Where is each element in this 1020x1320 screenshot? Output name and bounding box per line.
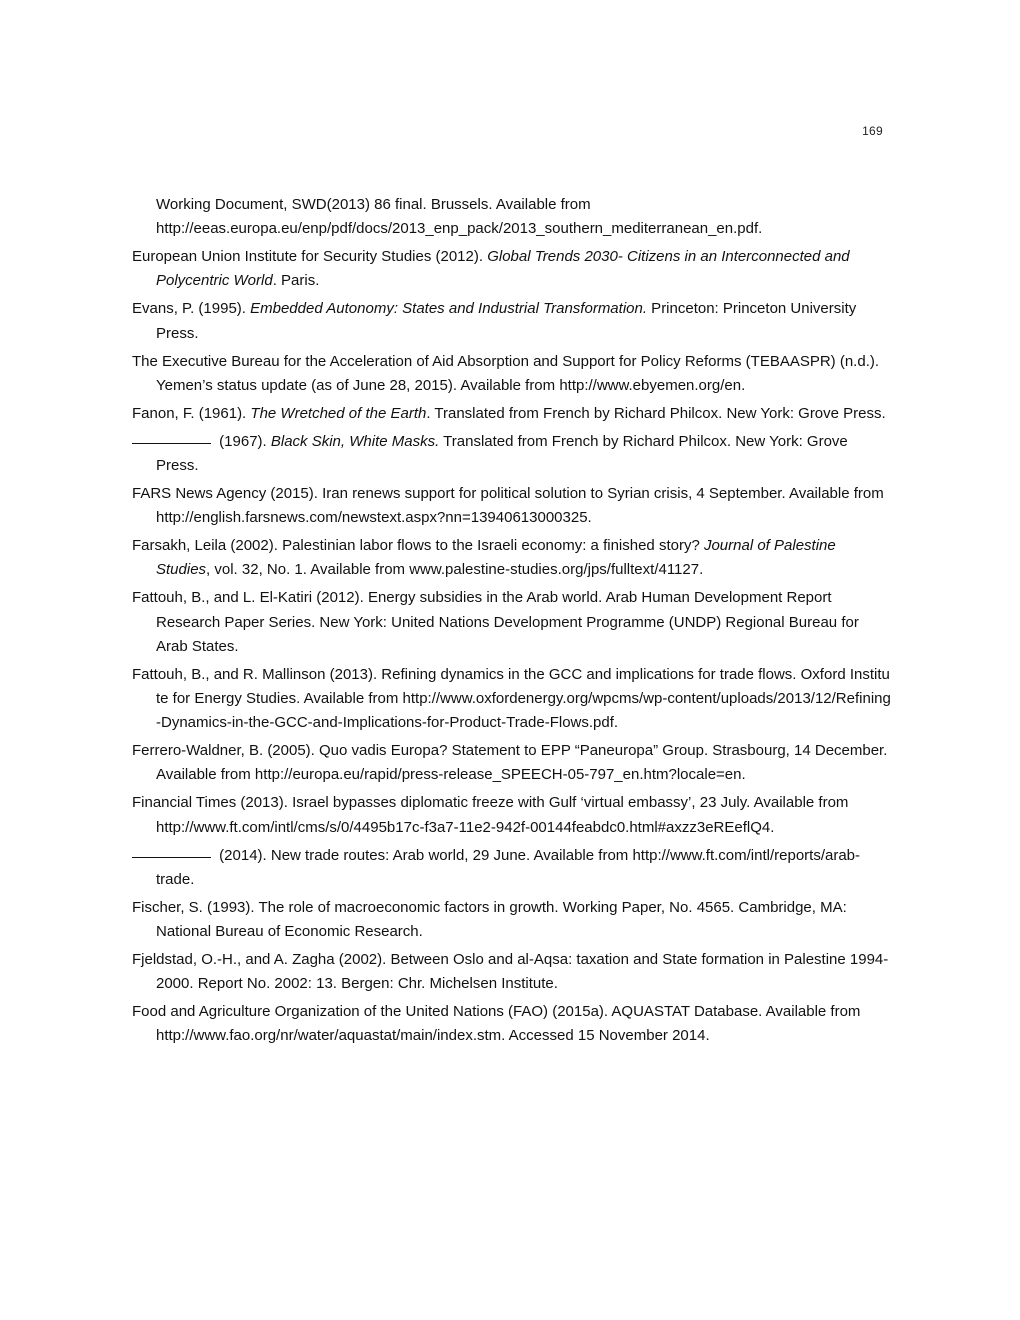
reference-title: Black Skin, White Masks. — [270, 432, 440, 450]
same-author-dash — [132, 857, 211, 858]
reference-title: Global Trends 2030- Citizens in an Interconnected and Polycentric World — [156, 248, 850, 290]
reference-entry — [132, 297, 892, 345]
reference-entry — [132, 1000, 892, 1048]
reference-text: Evans, P. (1995). — [132, 300, 251, 318]
reference-text: Fanon, F. (1961). — [132, 404, 251, 422]
reference-entry — [132, 245, 892, 293]
reference-text: Food and Agriculture Organization of the United Nations (FAO) (2015a). AQUASTAT Database. Available from http://www.fao.org/nr/water/aquastat/main/index.stm. Accessed 15 November 2014. — [132, 1003, 861, 1045]
reference-text: . Paris. — [272, 272, 320, 290]
reference-entry — [132, 844, 892, 892]
reference-entry — [132, 534, 892, 582]
reference-text: , vol. 32, No. 1. Available from www.palestine-studies.org/jps/fulltext/41127. — [206, 561, 704, 579]
reference-list — [132, 193, 892, 1052]
reference-entry — [132, 430, 892, 478]
reference-entry — [132, 739, 892, 787]
reference-entry — [132, 350, 892, 398]
reference-text: Fischer, S. (1993). The role of macroeconomic factors in growth. Working Paper, No. 4565. Cambridge, MA: National Bureau of Economic Research. — [132, 898, 847, 941]
reference-entry — [132, 482, 892, 530]
reference-text: (2014). New trade routes: Arab world, 29 June. Available from http://www.ft.com/intl/reports/arab-trade. — [156, 846, 861, 888]
reference-entry — [132, 948, 892, 996]
reference-text: Farsakh, Leila (2002). Palestinian labor flows to the Israeli economy: a finished story? — [132, 537, 704, 555]
reference-text: . Translated from French by Richard Philcox. New York: Grove Press. — [426, 404, 886, 422]
reference-text: Ferrero-Waldner, B. (2005). Quo vadis Europa? Statement to EPP “Paneuropa” Group. Strasbourg, 14 December. Available from http://europa.eu/rapid/press-release_SPEECH-05-797_en.htm?locale=en. — [132, 742, 888, 784]
reference-text: Fattouh, B., and L. El-Katiri (2012). Energy subsidies in the Arab world. Arab Human Development Report Research Paper Series. New York: United Nations Development Programme (UNDP) Regional Bureau for Arab States. — [132, 589, 859, 655]
reference-entry — [132, 402, 892, 426]
reference-text: Fattouh, B., and R. Mallinson (2013). Refining dynamics in the GCC and implications for trade flows. Oxford Institute for Energy Studies. Available from http://www.oxfordenergy.org/wpcms/wp-content/uploads/2013/12/Refining-Dynamics-in-the-GCC-and-Implications-for-Product-Trade-Flows.pdf. — [132, 665, 891, 732]
reference-text: (1967). — [215, 432, 271, 450]
reference-title: Embedded Autonomy: States and Industrial Transformation. — [250, 300, 648, 318]
reference-text: The Executive Bureau for the Acceleration of Aid Absorption and Support for Policy Reforms (TEBAASPR) (n.d.). Yemen’s status update (as of June 28, 2015). Available from http://www.ebyemen.org/en. — [132, 352, 880, 394]
page-number: 169 — [862, 124, 883, 138]
reference-text: European Union Institute for Security Studies (2012). — [132, 248, 488, 266]
reference-text: Translated from French by Richard Philcox. New York: Grove Press. — [156, 432, 848, 475]
reference-entry — [132, 193, 892, 241]
same-author-dash — [132, 443, 211, 444]
reference-title: The Wretched of the Earth — [250, 404, 427, 422]
reference-text: Working Document, SWD(2013) 86 final. Brussels. Available from http://eeas.europa.eu/enp/pdf/docs/2013_enp_pack/2013_southern_mediterranean_en.pdf. — [156, 196, 763, 238]
reference-text: Princeton: Princeton University Press. — [156, 300, 857, 342]
reference-entry — [132, 663, 892, 736]
reference-text: FARS News Agency (2015). Iran renews support for political solution to Syrian crisis, 4 September. Available from http://english.farsnews.com/newstext.aspx?nn=13940613000325. — [132, 485, 884, 527]
reference-entry — [132, 586, 892, 659]
reference-text: Fjeldstad, O.-H., and A. Zagha (2002). Between Oslo and al-Aqsa: taxation and State formation in Palestine 1994-2000. Report No. 2002: 13. Bergen: Chr. Michelsen Institute. — [132, 951, 889, 993]
reference-entry — [132, 896, 892, 944]
reference-title: Journal of Palestine Studies — [156, 537, 836, 579]
reference-text: Financial Times (2013). Israel bypasses diplomatic freeze with Gulf ‘virtual embassy’, 23 July. Available from http://www.ft.com/intl/cms/s/0/4495b17c-f3a7-11e2-942f-00144feabdc0.html#axzz3eREeflQ4. — [132, 794, 849, 836]
reference-entry — [132, 791, 892, 839]
